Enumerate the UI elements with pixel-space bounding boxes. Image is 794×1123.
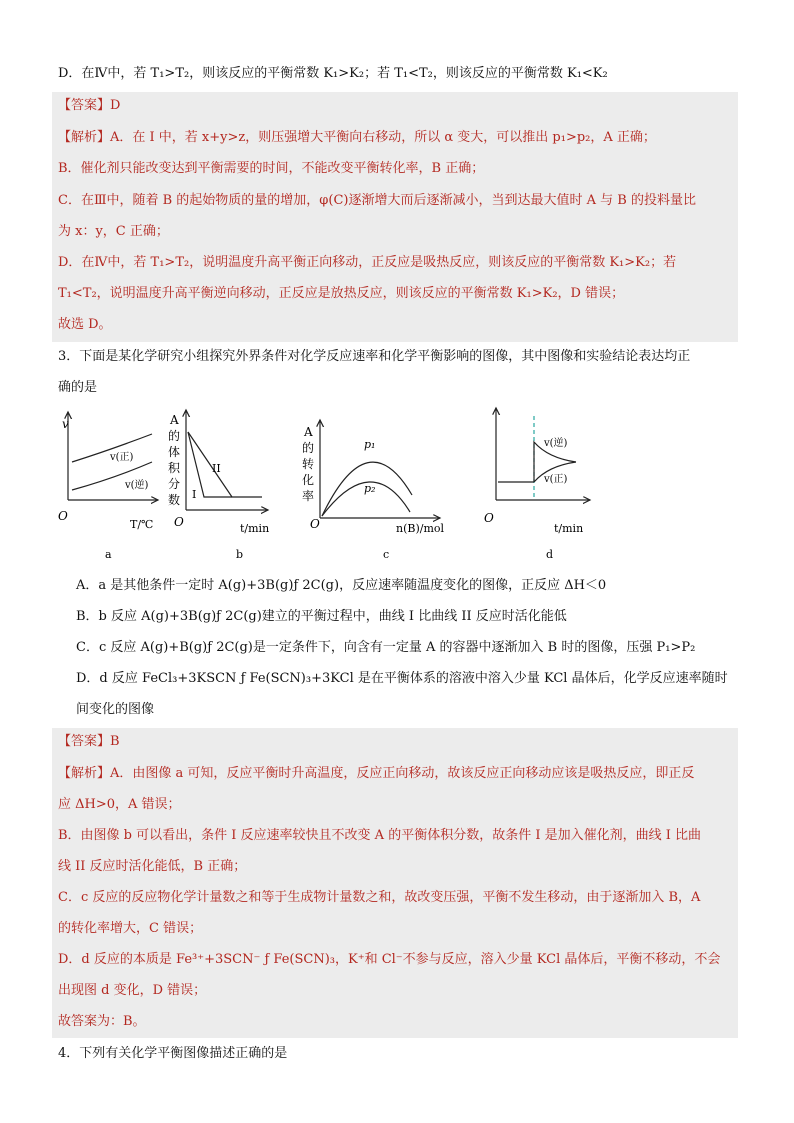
q3-analysis-line: 出现图 d 变化，D 错误；: [58, 983, 207, 998]
q3-answer: 【答案】B: [58, 734, 120, 749]
q3-option-c: C．c 反应 A(g)+B(g)ƒ 2C(g)是一定条件下，向含有一定量 A 的容器中逐渐加入 B 时的图像，压强 P₁>P₂: [76, 640, 696, 655]
fig-b-x-label: t/min: [240, 522, 270, 535]
q3-option-d: D．d 反应 FeCl₃+3KSCN ƒ Fe(SCN)₃+3KCl 是在平衡体系的溶液中溶入少量 KCl 晶体后，化学反应速率随时: [76, 671, 728, 686]
fig-a-curve2-label: v(逆): [125, 480, 149, 491]
fig-b-y-char: 分: [168, 477, 181, 491]
fig-b-y-char: 数: [168, 493, 181, 507]
fig-c-origin: O: [310, 517, 320, 531]
fig-c-y-char: A: [304, 425, 313, 439]
fig-a-caption: a: [105, 548, 112, 561]
q3-analysis-line: 【解析】A．由图像 a 可知，反应平衡时升高温度，反应正向移动，故该反应正向移动应该是吸热反应，即正反: [58, 766, 695, 781]
fig-b-y-char: A: [170, 413, 179, 427]
q2-analysis-line: 为 x：y，C 正确；: [58, 224, 169, 239]
fig-c-y-char: 化: [302, 473, 315, 487]
figure-a: [58, 412, 158, 561]
q3-analysis-line: 的转化率增大，C 错误；: [58, 921, 203, 936]
q2-analysis-line: 故选 D。: [58, 317, 112, 332]
fig-b-curve2-label: I: [192, 488, 197, 501]
q3-stem: 3．下面是某化学研究小组探究外界条件对化学反应速率和化学平衡影响的图像，其中图像和实验结论表达均正: [58, 349, 691, 364]
fig-c-y-char: 转: [302, 457, 315, 471]
q3-analysis-line: C．c 反应的反应物化学计量数之和等于生成物计量数之和，故改变压强，平衡不发生移动，由于逐渐加入 B，A: [58, 890, 701, 905]
fig-b-y-char: 体: [168, 445, 181, 459]
fig-a-y-label: v: [62, 417, 69, 431]
fig-b-curve-ii: [188, 432, 262, 497]
fig-c-y-char: 的: [302, 441, 315, 455]
fig-c-x-label: n(B)/mol: [396, 522, 445, 535]
fig-a-origin: O: [58, 509, 68, 523]
q2-analysis-line: 【解析】A．在 I 中，若 x+y>z，则压强增大平衡向右移动，所以 α 变大，可以推出 p₁>p₂，A 正确；: [58, 130, 656, 145]
fig-a-curve1-label: v(正): [110, 452, 134, 463]
q3-analysis-line: 故答案为：B。: [58, 1014, 146, 1029]
fig-a-x-label: T/℃: [130, 518, 154, 531]
fig-d-curve2-label: v(正): [544, 474, 568, 485]
figure-d: [484, 408, 590, 561]
fig-c-caption: c: [383, 548, 390, 561]
q2-option-d: D．在Ⅳ中，若 T₁>T₂，则该反应的平衡常数 K₁>K₂；若 T₁<T₂，则该反应的平衡常数 K₁<K₂: [58, 66, 608, 81]
q2-answer: 【答案】D: [58, 98, 121, 113]
fig-b-origin: O: [174, 515, 184, 529]
fig-d-origin: O: [484, 511, 494, 525]
q3-analysis-line: 应 ΔH>0，A 错误；: [58, 797, 181, 812]
q3-option-b: B．b 反应 A(g)+3B(g)ƒ 2C(g)建立的平衡过程中，曲线 I 比曲线 II 反应时活化能低: [76, 609, 567, 624]
q3-analysis-line: D．d 反应的本质是 Fe³⁺+3SCN⁻ ƒ Fe(SCN)₃，K⁺和 Cl⁻不参与反应，溶入少量 KCl 晶体后，平衡不移动，不会: [58, 952, 721, 967]
fig-b-y-char: 积: [168, 461, 181, 475]
fig-b-caption: b: [236, 548, 244, 561]
fig-c-curve2-label: p₂: [364, 482, 376, 495]
q3-analysis-line: 线 II 反应时活化能低，B 正确；: [58, 859, 247, 874]
q2-analysis-line: D．在Ⅳ中，若 T₁>T₂，说明温度升高平衡正向移动，正反应是吸热反应，则该反应的平衡常数 K₁>K₂；若: [58, 255, 677, 270]
q2-analysis-line: C．在Ⅲ中，随着 B 的起始物质的量的增加，φ(C)逐渐增大而后逐渐减小，当到达最大值时 A 与 B 的投料量比: [58, 193, 696, 208]
fig-c-curve1-label: p₁: [364, 438, 376, 451]
figure-b: [168, 410, 269, 561]
fig-d-curve1-label: v(逆): [544, 438, 568, 449]
q4-stem: 4．下列有关化学平衡图像描述正确的是: [58, 1046, 288, 1061]
fig-b-curve1-label: II: [212, 462, 221, 475]
q2-analysis-line: B．催化剂只能改变达到平衡需要的时间，不能改变平衡转化率，B 正确；: [58, 161, 485, 176]
fig-d-caption: d: [546, 548, 554, 561]
figure-c: [302, 420, 445, 561]
q3-figures: [0, 400, 794, 570]
q3-stem: 确的是: [58, 380, 98, 395]
fig-d-x-label: t/min: [554, 522, 584, 535]
fig-c-y-char: 率: [302, 489, 315, 503]
fig-b-y-char: 的: [168, 429, 181, 443]
q3-analysis-line: B．由图像 b 可以看出，条件 I 反应速率较快且不改变 A 的平衡体积分数，故条件 I 是加入催化剂，曲线 I 比曲: [58, 828, 701, 843]
q2-analysis-line: T₁<T₂，说明温度升高平衡逆向移动，正反应是放热反应，则该反应的平衡常数 K₁>K₂，D 错误；: [58, 286, 625, 301]
q3-option-a: A．a 是其他条件一定时 A(g)+3B(g)ƒ 2C(g)，反应速率随温度变化的图像，正反应 ΔH＜0: [76, 578, 607, 593]
q3-option-d-cont: 间变化的图像: [76, 702, 155, 717]
